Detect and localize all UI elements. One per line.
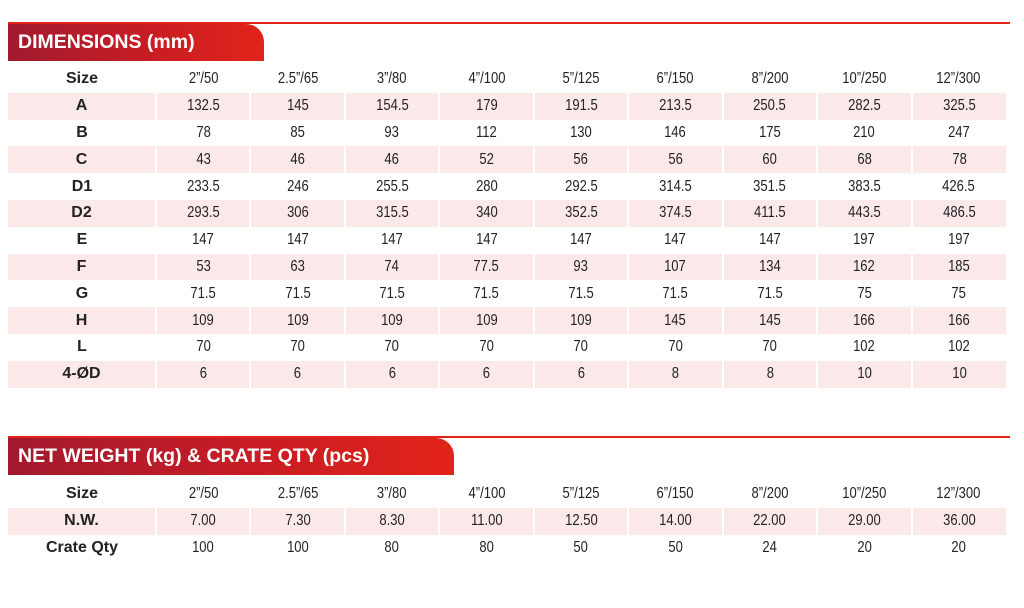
table-cell: 70: [439, 334, 533, 361]
size-header-cell: 5”/125: [534, 481, 628, 508]
table-row: [8, 146, 1006, 173]
table-cell: 78: [156, 120, 250, 147]
table-cell: 351.5: [723, 173, 817, 200]
table-cell: 70: [250, 334, 344, 361]
size-header-row: [8, 481, 1006, 508]
table-row: [8, 254, 1006, 281]
table-cell: 314.5: [628, 173, 722, 200]
table-cell: 80: [439, 535, 533, 562]
table-cell: 179: [439, 93, 533, 120]
table-cell: 71.5: [439, 280, 533, 307]
table-row: [8, 120, 1006, 147]
table-cell: 10: [817, 361, 911, 388]
table-cell: 8.30: [345, 508, 439, 535]
table-cell: 7.30: [250, 508, 344, 535]
table-cell: 147: [345, 227, 439, 254]
table-cell: 233.5: [156, 173, 250, 200]
table-cell: 70: [156, 334, 250, 361]
table-cell: 71.5: [156, 280, 250, 307]
table-cell: 70: [628, 334, 722, 361]
table-cell: 6: [156, 361, 250, 388]
table-cell: 85: [250, 120, 344, 147]
size-header-cell: 2.5”/65: [250, 66, 344, 93]
table-cell: 63: [250, 254, 344, 281]
table-cell: 93: [345, 120, 439, 147]
table-cell: 10: [912, 361, 1007, 388]
row-label: C: [8, 146, 156, 173]
table-cell: 107: [628, 254, 722, 281]
table-cell: 53: [156, 254, 250, 281]
size-header-cell: 4”/100: [439, 66, 533, 93]
table-cell: 68: [817, 146, 911, 173]
table-cell: 46: [345, 146, 439, 173]
table-cell: 100: [156, 535, 250, 562]
table-cell: 46: [250, 146, 344, 173]
table-cell: 210: [817, 120, 911, 147]
row-label: E: [8, 227, 156, 254]
size-header-cell: 3”/80: [345, 481, 439, 508]
table-cell: 109: [534, 307, 628, 334]
table-cell: 306: [250, 200, 344, 227]
row-label: Crate Qty: [8, 535, 156, 562]
table-cell: 70: [345, 334, 439, 361]
table-cell: 175: [723, 120, 817, 147]
table-cell: 8: [723, 361, 817, 388]
size-header-cell: 12”/300: [912, 66, 1007, 93]
table-cell: 75: [817, 280, 911, 307]
table-cell: 166: [912, 307, 1007, 334]
table-cell: 6: [439, 361, 533, 388]
row-label: Size: [8, 66, 156, 93]
table-cell: 71.5: [534, 280, 628, 307]
table-cell: 374.5: [628, 200, 722, 227]
table-cell: 147: [534, 227, 628, 254]
table-row: [8, 173, 1006, 200]
size-header-cell: 8”/200: [723, 66, 817, 93]
table-cell: 282.5: [817, 93, 911, 120]
table-cell: 154.5: [345, 93, 439, 120]
row-label: L: [8, 334, 156, 361]
table-cell: 112: [439, 120, 533, 147]
size-header-cell: 4”/100: [439, 481, 533, 508]
table-cell: 29.00: [817, 508, 911, 535]
table-cell: 145: [628, 307, 722, 334]
table-cell: 145: [723, 307, 817, 334]
table-cell: 12.50: [534, 508, 628, 535]
table-cell: 50: [628, 535, 722, 562]
weight-table: [8, 481, 1006, 561]
table-cell: 56: [534, 146, 628, 173]
table-cell: 352.5: [534, 200, 628, 227]
table-cell: 24: [723, 535, 817, 562]
table-row: [8, 93, 1006, 120]
table-cell: 134: [723, 254, 817, 281]
row-label: 4-ØD: [8, 361, 156, 388]
table-cell: 78: [912, 146, 1007, 173]
size-header-cell: 8”/200: [723, 481, 817, 508]
table-row: [8, 535, 1006, 562]
row-label: H: [8, 307, 156, 334]
table-cell: 191.5: [534, 93, 628, 120]
table-cell: 213.5: [628, 93, 722, 120]
table-cell: 80: [345, 535, 439, 562]
table-cell: 292.5: [534, 173, 628, 200]
table-cell: 71.5: [250, 280, 344, 307]
table-cell: 166: [817, 307, 911, 334]
table-cell: 145: [250, 93, 344, 120]
table-cell: 280: [439, 173, 533, 200]
table-cell: 147: [723, 227, 817, 254]
table-cell: 7.00: [156, 508, 250, 535]
table-cell: 14.00: [628, 508, 722, 535]
table-cell: 43: [156, 146, 250, 173]
size-header-row: [8, 66, 1006, 93]
row-label: A: [8, 93, 156, 120]
size-header-cell: 2.5”/65: [250, 481, 344, 508]
size-header-cell: 2”/50: [156, 66, 250, 93]
table-cell: 147: [628, 227, 722, 254]
table-cell: 77.5: [439, 254, 533, 281]
table-cell: 246: [250, 173, 344, 200]
table-cell: 60: [723, 146, 817, 173]
table-cell: 486.5: [912, 200, 1007, 227]
table-cell: 52: [439, 146, 533, 173]
table-cell: 147: [250, 227, 344, 254]
row-label: Size: [8, 481, 156, 508]
weight-title: NET WEIGHT (kg) & CRATE QTY (pcs): [8, 438, 454, 475]
size-header-cell: 3”/80: [345, 66, 439, 93]
table-cell: 36.00: [912, 508, 1007, 535]
size-header-cell: 5”/125: [534, 66, 628, 93]
table-row: [8, 361, 1006, 388]
table-cell: 20: [817, 535, 911, 562]
table-row: [8, 200, 1006, 227]
table-cell: 443.5: [817, 200, 911, 227]
size-header-cell: 10”/250: [817, 481, 911, 508]
size-header-cell: 6”/150: [628, 66, 722, 93]
table-cell: 130: [534, 120, 628, 147]
row-label: F: [8, 254, 156, 281]
size-header-cell: 10”/250: [817, 66, 911, 93]
row-label: B: [8, 120, 156, 147]
table-cell: 8: [628, 361, 722, 388]
table-cell: 109: [439, 307, 533, 334]
table-cell: 6: [250, 361, 344, 388]
row-label: G: [8, 280, 156, 307]
table-cell: 93: [534, 254, 628, 281]
table-cell: 102: [817, 334, 911, 361]
table-cell: 6: [345, 361, 439, 388]
dimensions-table: [8, 66, 1006, 388]
table-cell: 147: [439, 227, 533, 254]
table-cell: 340: [439, 200, 533, 227]
table-cell: 102: [912, 334, 1007, 361]
table-cell: 74: [345, 254, 439, 281]
table-cell: 250.5: [723, 93, 817, 120]
size-header-cell: 6”/150: [628, 481, 722, 508]
table-cell: 146: [628, 120, 722, 147]
table-cell: 70: [723, 334, 817, 361]
table-cell: 411.5: [723, 200, 817, 227]
table-cell: 132.5: [156, 93, 250, 120]
table-row: [8, 334, 1006, 361]
table-cell: 315.5: [345, 200, 439, 227]
row-label: N.W.: [8, 508, 156, 535]
row-label: D2: [8, 200, 156, 227]
table-cell: 109: [345, 307, 439, 334]
table-row: [8, 227, 1006, 254]
table-cell: 11.00: [439, 508, 533, 535]
table-cell: 197: [912, 227, 1007, 254]
table-row: [8, 508, 1006, 535]
table-cell: 71.5: [723, 280, 817, 307]
table-cell: 71.5: [628, 280, 722, 307]
table-cell: 109: [250, 307, 344, 334]
table-cell: 293.5: [156, 200, 250, 227]
table-cell: 109: [156, 307, 250, 334]
table-cell: 426.5: [912, 173, 1007, 200]
table-cell: 247: [912, 120, 1007, 147]
table-cell: 162: [817, 254, 911, 281]
table-cell: 255.5: [345, 173, 439, 200]
table-cell: 147: [156, 227, 250, 254]
table-cell: 325.5: [912, 93, 1007, 120]
table-cell: 50: [534, 535, 628, 562]
table-cell: 383.5: [817, 173, 911, 200]
table-cell: 22.00: [723, 508, 817, 535]
table-cell: 185: [912, 254, 1007, 281]
table-cell: 70: [534, 334, 628, 361]
dimensions-title: DIMENSIONS (mm): [8, 24, 264, 61]
table-row: [8, 307, 1006, 334]
table-cell: 71.5: [345, 280, 439, 307]
table-cell: 197: [817, 227, 911, 254]
table-cell: 75: [912, 280, 1007, 307]
table-cell: 20: [912, 535, 1007, 562]
table-cell: 6: [534, 361, 628, 388]
table-cell: 100: [250, 535, 344, 562]
table-row: [8, 280, 1006, 307]
row-label: D1: [8, 173, 156, 200]
size-header-cell: 12”/300: [912, 481, 1007, 508]
size-header-cell: 2”/50: [156, 481, 250, 508]
table-cell: 56: [628, 146, 722, 173]
